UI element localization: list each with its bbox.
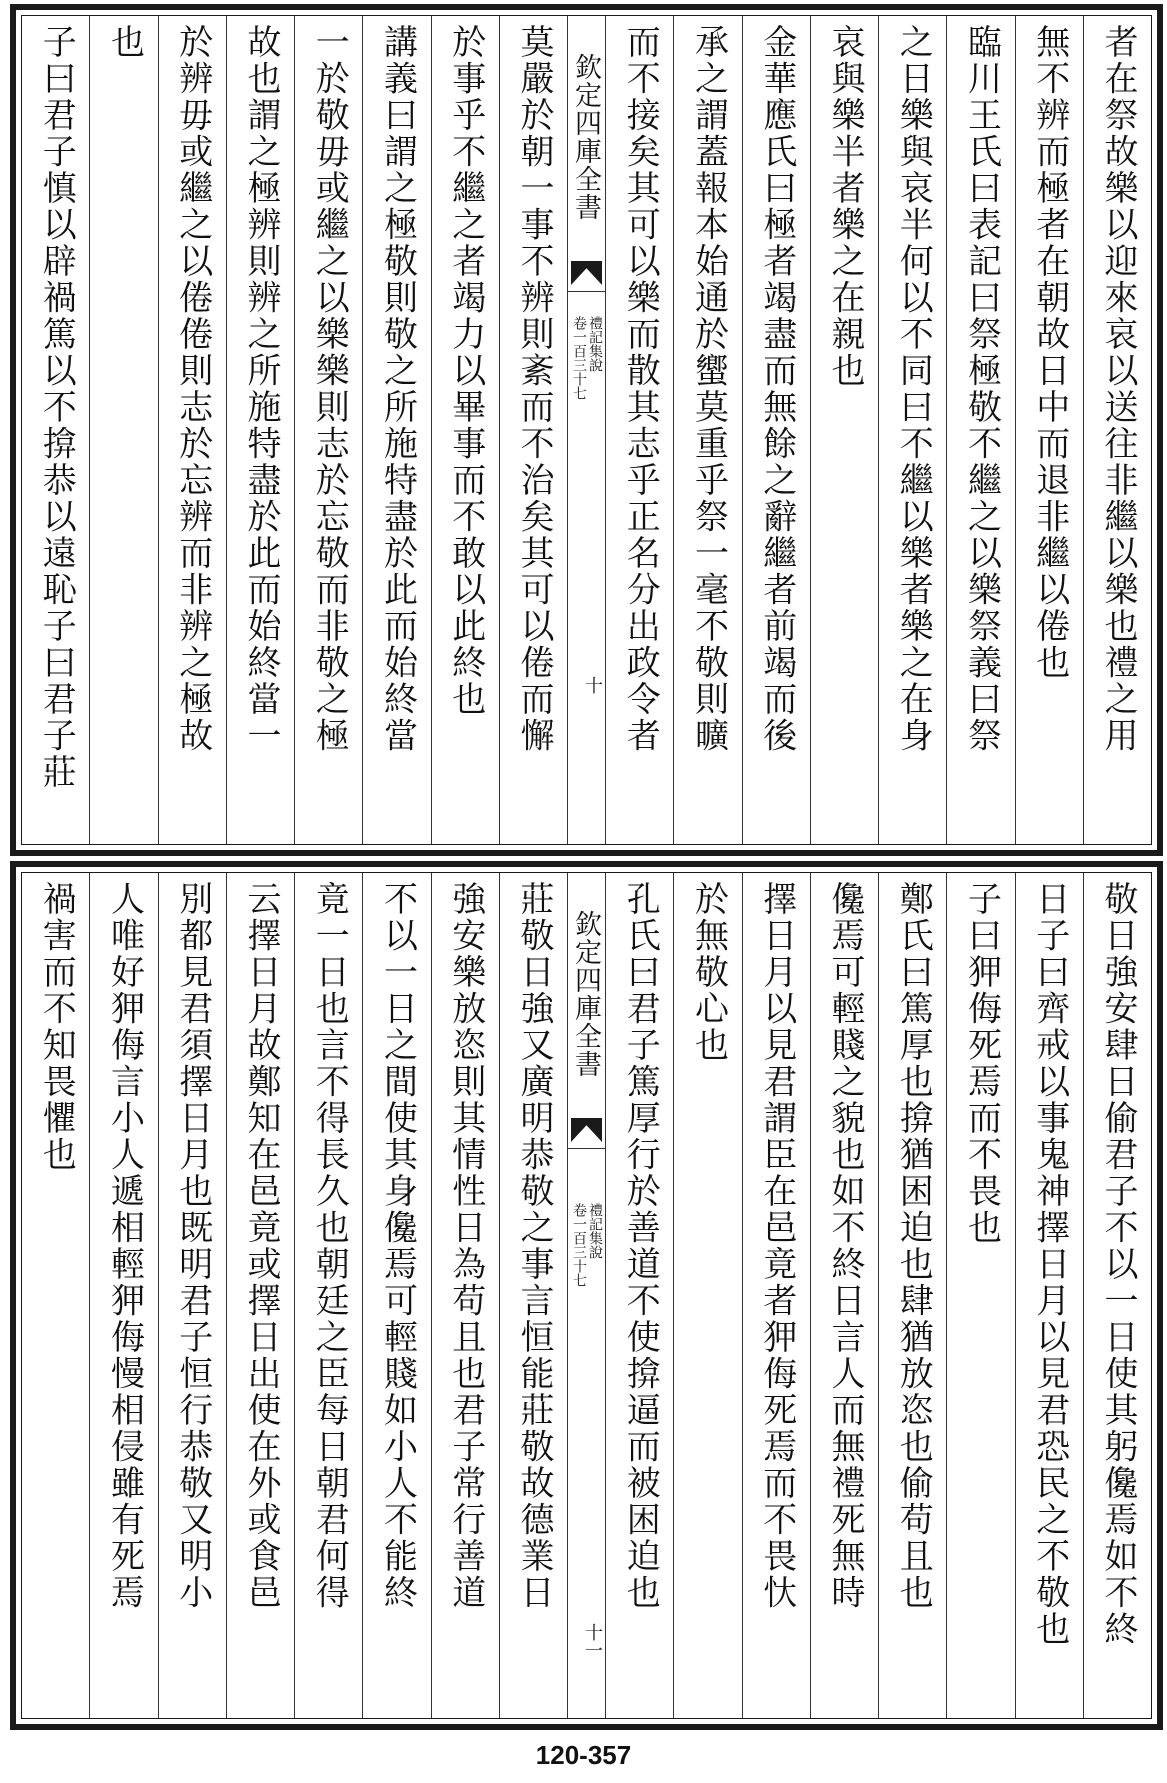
book-name: 禮記集說 — [587, 1203, 603, 1259]
text-column: 承之謂蓋報本始通於蠁莫重乎祭一毫不敬則曠 — [673, 16, 741, 844]
top-page-frame — [10, 4, 1163, 856]
text-column: 也 — [89, 16, 157, 844]
collection-title: 欽定四庫全書 — [570, 53, 601, 221]
block-heart-banner — [567, 16, 605, 844]
text-column: 竟一日也言不得長久也朝廷之臣每日朝君何得 — [294, 873, 362, 1718]
divider-line — [568, 1148, 605, 1149]
text-column: 人唯好狎侮言小人遞相輕狎侮慢相侵雖有死焉 — [89, 873, 157, 1718]
bottom-page-frame — [10, 861, 1163, 1730]
fish-tail-mark-icon — [571, 261, 602, 285]
text-column: 之日樂與哀半何以不同曰不繼以樂者樂之在身 — [878, 16, 946, 844]
block-heart-banner — [567, 873, 605, 1718]
folio-number: 十 — [582, 676, 603, 694]
text-column: 子曰君子慎以辟禍篤以不揜恭以遠恥子曰君子莊 — [36, 24, 77, 791]
text-column: 者在祭故樂以迎來哀以送往非繼以樂也禮之用 — [1083, 16, 1151, 844]
book-subtitle — [568, 316, 605, 400]
text-column: 別都見君須擇日月也既明君子恒行恭敬又明小 — [158, 873, 226, 1718]
bottom-page-columns — [22, 873, 1151, 1718]
book-name: 禮記集說 — [587, 316, 603, 372]
text-column: 孔氏曰君子篤厚行於善道不使揜逼而被困迫也 — [605, 873, 673, 1718]
top-page-columns — [22, 16, 1151, 844]
book-subtitle — [568, 1203, 605, 1287]
text-column: 鄭氏曰篤厚也揜猶困迫也肆猶放恣也偷苟且也 — [878, 873, 946, 1718]
text-column: 云擇日月故鄭知在邑竟或擇日出使在外或食邑 — [226, 873, 294, 1718]
text-column: 莊敬日強又廣明恭敬之事言恒能莊敬故德業日 — [499, 873, 567, 1718]
text-column: 臨川王氏曰表記曰祭極敬不繼之以樂祭義曰祭 — [946, 16, 1014, 844]
folio-number: 十一 — [582, 1623, 603, 1659]
volume-number: 卷一百三十七 — [571, 1203, 587, 1287]
text-column: 故也謂之極辨則辨之所施特盡於此而始終當一 — [226, 16, 294, 844]
text-column: 莫嚴於朝一事不辨則紊而不治矣其可以倦而懈 — [499, 16, 567, 844]
text-column: 於無敬心也 — [673, 873, 741, 1718]
text-column: 講義曰謂之極敬則敬之所施特盡於此而始終當 — [362, 16, 430, 844]
text-column: 於辨毋或繼之以倦倦則志於忘辨而非辨之極故 — [158, 16, 226, 844]
collection-title: 欽定四庫全書 — [570, 910, 601, 1078]
text-column: 敬日強安肆日偷君子不以一日使其躬儳焉如不終 — [1083, 873, 1151, 1718]
text-column: 無不辨而極者在朝故日中而退非繼以倦也 — [1015, 16, 1083, 844]
page-number: 120-357 — [535, 1740, 632, 1770]
bottom-page-inner-border — [21, 872, 1152, 1719]
fish-tail-mark-icon — [571, 1118, 602, 1142]
text-column: 於事乎不繼之者竭力以畢事而不敢以此終也 — [431, 16, 499, 844]
text-column: 哀與樂半者樂之在親也 — [810, 16, 878, 844]
volume-number: 卷一百三十七 — [571, 316, 587, 400]
text-column: 子曰狎侮死焉而不畏也 — [946, 873, 1014, 1718]
text-column: 不以一日之間使其身儳焉可輕賤如小人不能終 — [362, 873, 430, 1718]
text-column: 日子曰齊戒以事鬼神擇日月以見君恐民之不敬也 — [1015, 873, 1083, 1718]
top-page-inner-border — [21, 15, 1152, 845]
text-column: 擇日月以見君謂臣在邑竟者狎侮死焉而不畏忕 — [742, 873, 810, 1718]
text-column: 一於敬毋或繼之以樂樂則志於忘敬而非敬之極 — [294, 16, 362, 844]
text-column: 禍害而不知畏懼也 — [36, 881, 77, 1173]
text-column: 金華應氏曰極者竭盡而無餘之辭繼者前竭而後 — [742, 16, 810, 844]
divider-line — [568, 291, 605, 292]
text-column: 強安樂放恣則其情性日為苟且也君子常行善道 — [431, 873, 499, 1718]
text-column: 而不接矣其可以樂而散其志乎正名分出政令者 — [605, 16, 673, 844]
text-column: 儳焉可輕賤之貌也如不終日言人而無禮死無時 — [810, 873, 878, 1718]
